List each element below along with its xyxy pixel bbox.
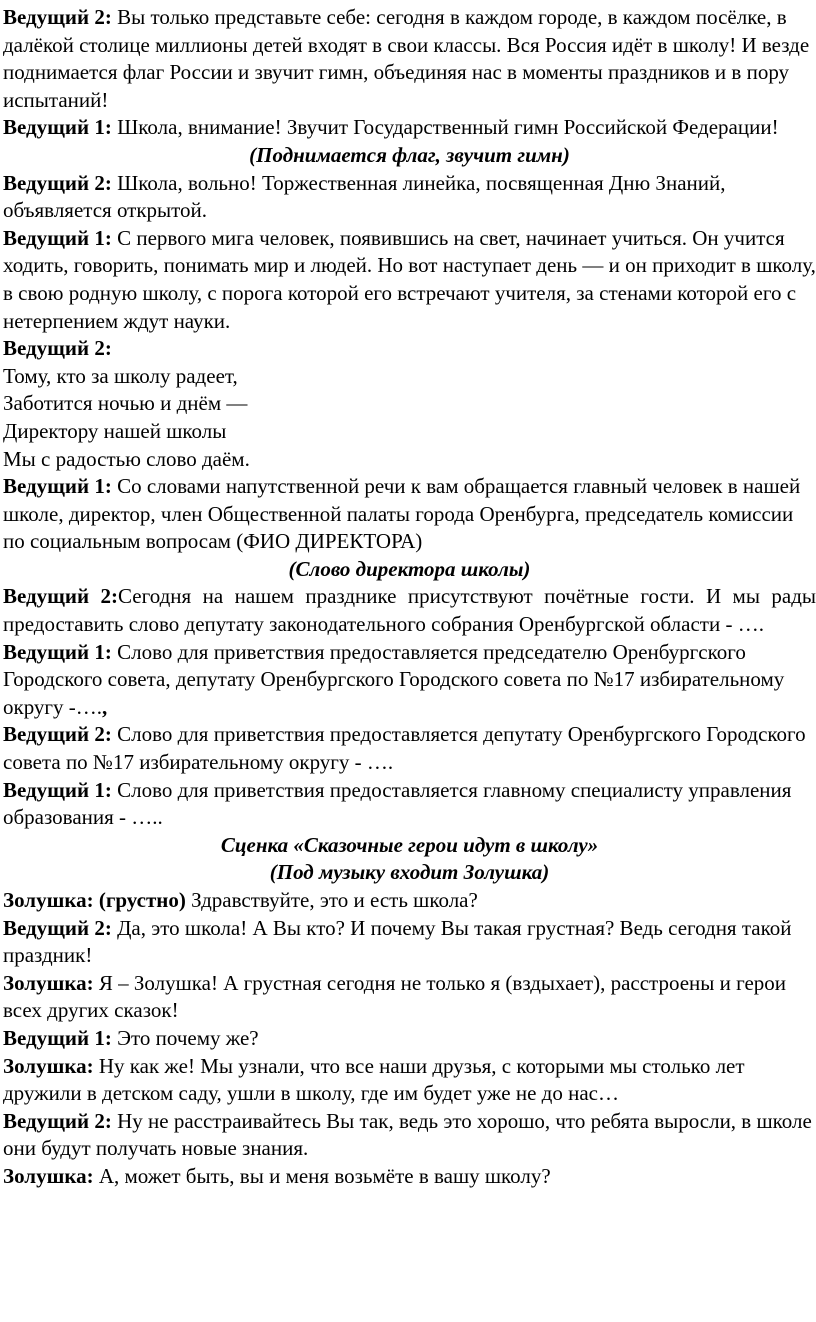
stage-direction-flag: (Поднимается флаг, звучит гимн) (249, 142, 570, 167)
paragraph-host2-deputy (3, 721, 816, 776)
speaker-label: Ведущий 2: (3, 722, 112, 747)
paragraph-host1-learning (3, 225, 816, 335)
verse-line: Директору нашей школы (3, 418, 227, 443)
paragraph-text: Ну не расстраивайтесь Вы так, ведь это хорошо, что ребята выросли, в школе они будут получать новые знания. (3, 1108, 812, 1161)
paragraph-host1-education (3, 777, 816, 832)
scene-title: Сценка «Сказочные герои идут в школу» (220, 832, 599, 857)
speaker-label: Ведущий 1: (3, 639, 112, 664)
paragraph-host1-anthem (3, 114, 816, 142)
paragraph-cinderella-greeting (3, 887, 816, 915)
paragraph-text: А, может быть, вы и меня возьмёте в вашу школу? (93, 1163, 551, 1188)
speaker-label: Ведущий 1: (3, 777, 112, 802)
verse-block (3, 363, 816, 473)
paragraph-host1-director (3, 473, 816, 556)
paragraph-text: Да, это школа! А Вы кто? И почему Вы такая грустная? Ведь сегодня такой праздник! (3, 915, 792, 968)
speaker-label: Золушка: (3, 1163, 94, 1188)
stage-direction-cinderella-enters: (Под музыку входит Золушка) (269, 860, 550, 885)
speaker-label: Золушка: (3, 888, 94, 912)
paragraph-host2-comfort (3, 1108, 816, 1163)
paragraph-text: Ну как же! Мы узнали, что все наши друзья, с которыми мы столько лет дружили в детском саду, ушли в школу, где им будет уже не до нас… (3, 1053, 745, 1106)
paragraph-text: Школа, вольно! Торжественная линейка, посвященная Дню Знаний, объявляется открытой. (3, 170, 726, 223)
paragraph-cinderella-friends (3, 1053, 816, 1108)
paragraph-cinderella-request (3, 1163, 816, 1191)
speaker-label: Ведущий 2: (3, 1108, 112, 1133)
speaker-label: Ведущий 2: (3, 584, 119, 609)
paragraph-tail: , (102, 694, 108, 719)
paragraph-text: Вы только представьте себе: сегодня в каждом городе, в каждом посёлке, в далёкой столице миллионы детей входят в свои классы. Вся Россия идёт в школу! И везде поднимается флаг России и звучит гимн, объединяя нас в моменты праздников и в пору испытаний! (3, 5, 810, 112)
paragraph-text: Сегодня на нашем празднике присутствуют почётные гости. И мы рады предоставить слово депутату законодательного собрания Оренбургской области - …. (3, 584, 816, 637)
speaker-label: Ведущий 1: (3, 474, 112, 499)
verse-line: Тому, кто за школу радеет, (3, 363, 238, 388)
paragraph-host2-verse-intro (3, 335, 816, 363)
speaker-label: Золушка: (3, 970, 94, 995)
speaker-label: Ведущий 2: (3, 336, 112, 361)
paragraph-text: Со словами напутственной речи к вам обращается главный человек в нашей школе, директор, член Общественной палаты города Оренбурга, председатель комиссии по социальным вопросам (ФИО ДИРЕКТОРА) (3, 474, 801, 554)
paragraph-text: Я – Золушка! А грустная сегодня не только я (вздыхает), расстроены и герои всех других сказок! (3, 970, 787, 1023)
paragraph-host2-intro (3, 4, 816, 114)
speaker-label: Золушка: (3, 1053, 94, 1078)
paragraph-host2-guests (3, 583, 816, 638)
paragraph-host2-opening (3, 170, 816, 225)
speaker-label: Ведущий 1: (3, 115, 112, 140)
paragraph-text: С первого мига человек, появившись на свет, начинает учиться. Он учится ходить, говорить, понимать мир и людей. Но вот наступает день — и он приходит в школу, в свою родную школу, с порога которой его встречают учителя, за стенами которой его с нетерпением ждут науки. (3, 225, 816, 333)
speaker-label: Ведущий 2: (3, 915, 112, 940)
paragraph-host2-question (3, 915, 816, 970)
paragraph-text: Слово для приветствия предоставляется председателю Оренбургского Городского совета, депутату Оренбургского Городского совета по №17 избирательному округу -…. (3, 639, 785, 719)
paragraph-text: Здравствуйте, это и есть школа? (185, 888, 478, 912)
paragraph-text: Слово для приветствия предоставляется главному специалисту управления образования - ….. (3, 777, 792, 830)
paragraph-text: Школа, внимание! Звучит Государственный гимн Российской Федерации! (111, 115, 779, 140)
paragraph-host1-council-chair (3, 639, 816, 722)
paragraph-cinderella-sad (3, 970, 816, 1025)
paragraph-text: Это почему же? (111, 1025, 259, 1050)
speaker-note: (грустно) (93, 888, 186, 912)
speaker-label: Ведущий 1: (3, 1025, 112, 1050)
stage-direction-director-speech: (Слово директора школы) (288, 556, 531, 581)
paragraph-text: Слово для приветствия предоставляется депутату Оренбургского Городского совета по №17 избирательному округу - …. (3, 722, 806, 775)
speaker-label: Ведущий 2: (3, 170, 112, 195)
speaker-label: Ведущий 2: (3, 5, 112, 29)
verse-line: Мы с радостью слово даём. (3, 446, 250, 471)
verse-line: Заботится ночью и днём — (3, 391, 248, 416)
paragraph-host1-why (3, 1025, 816, 1053)
speaker-label: Ведущий 1: (3, 225, 112, 250)
